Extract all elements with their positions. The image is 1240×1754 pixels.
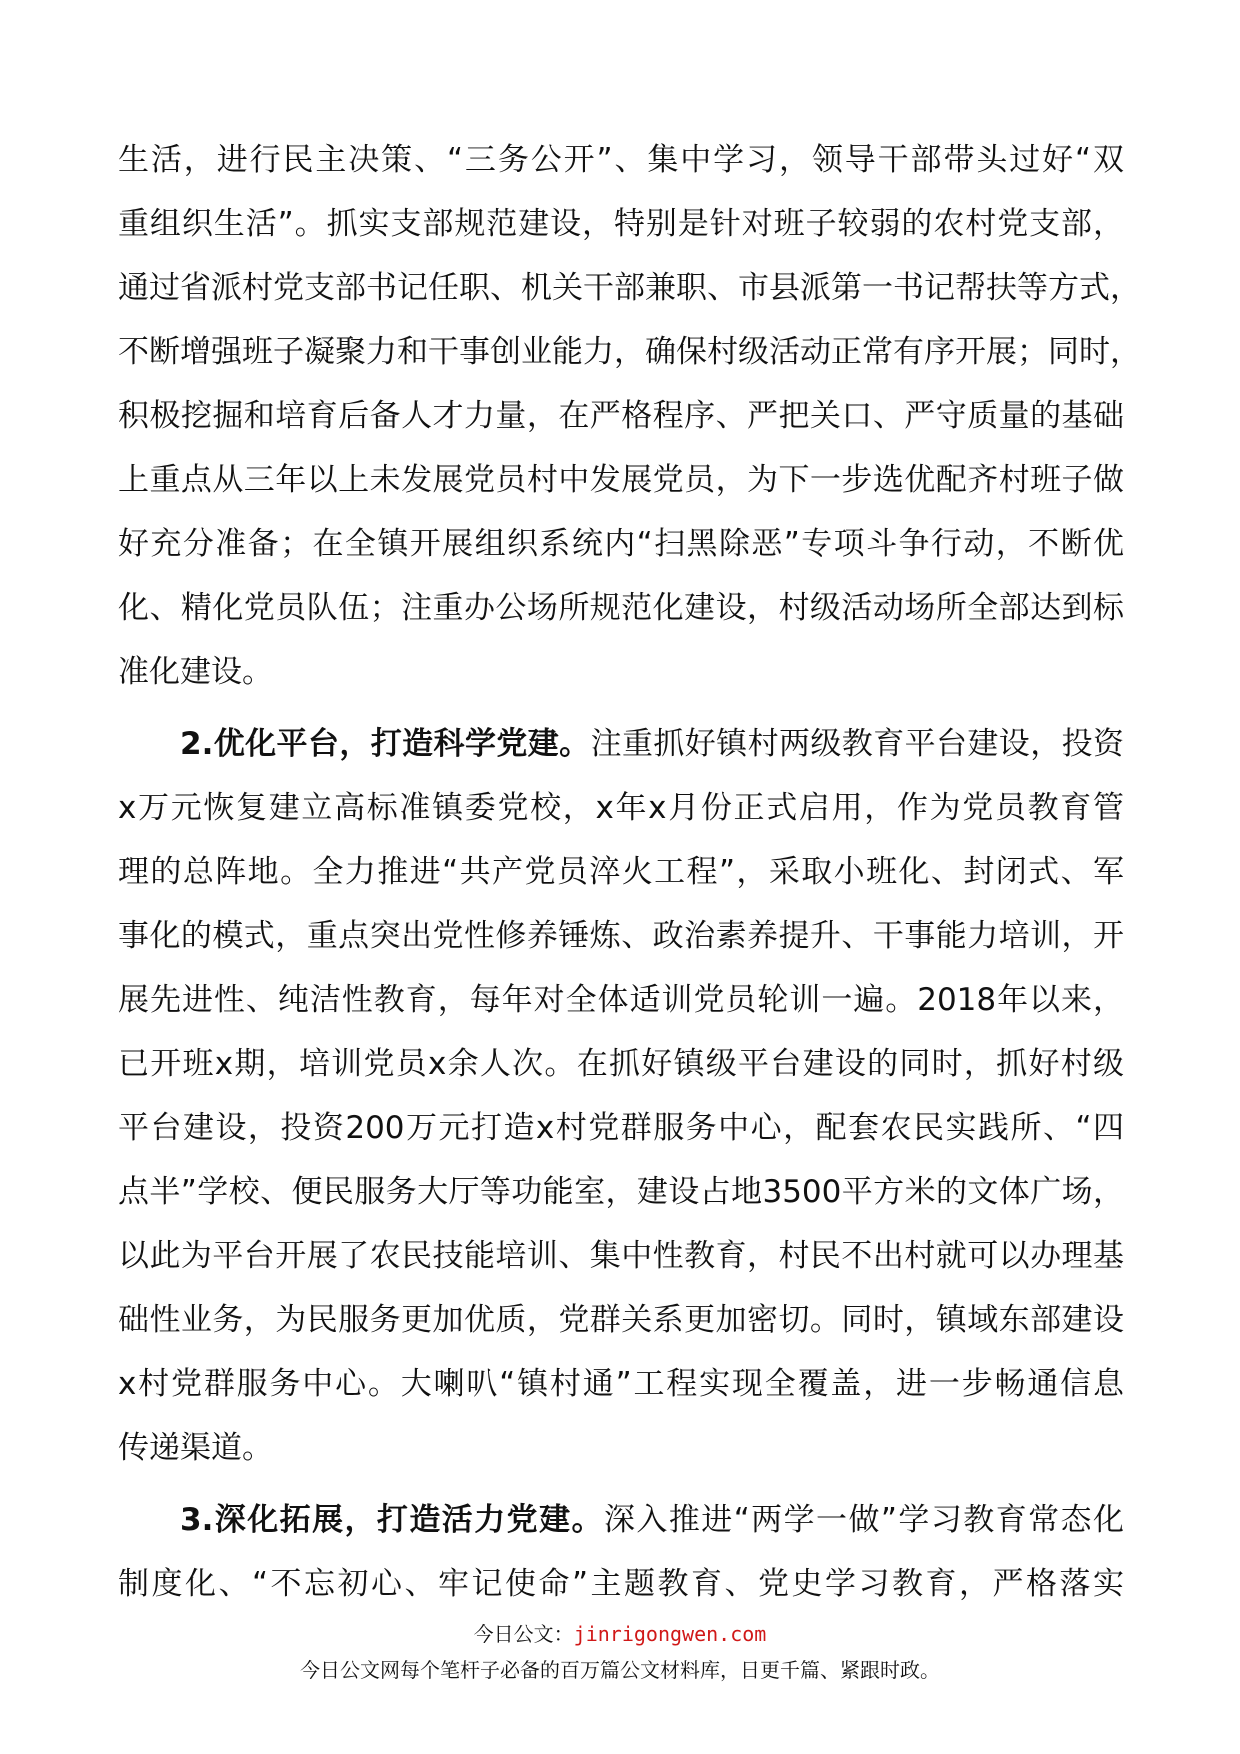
paragraph-first-line (118, 712, 1124, 776)
section-heading: 3.深化拓展，打造活力党建。 (180, 1502, 604, 1538)
section-heading: 2.优化平台，打造科学党建。 (180, 726, 591, 762)
paragraph-line: 事化的模式，重点突出党性修养锤炼、政治素养提升、干事能力培训，开 (118, 918, 1124, 954)
paragraph-line: 重组织生活”。抓实支部规范建设，特别是针对班子较弱的农村党支部， (118, 206, 1124, 242)
paragraph-1 (118, 128, 1141, 704)
paragraph-line: 平台建设，投资200万元打造x村党群服务中心，配套农民实践所、“四 (118, 1110, 1124, 1146)
paragraph-first-line (118, 1488, 1124, 1552)
paragraph-2 (118, 712, 1124, 1480)
paragraph-line: 制度化、“不忘初心、牢记使命”主题教育、党史学习教育，严格落实 (118, 1566, 1124, 1602)
paragraph-line: 点半”学校、便民服务大厅等功能室，建设占地3500平方米的文体广场， (118, 1174, 1124, 1210)
paragraph-line: 已开班x期，培训党员x余人次。在抓好镇级平台建设的同时，抓好村级 (118, 1046, 1124, 1082)
paragraph-line: 积极挖掘和培育后备人才力量，在严格程序、严把关口、严守质量的基础 (118, 398, 1124, 434)
paragraph-line: x万元恢复建立高标准镇委党校，x年x月份正式启用，作为党员教育管 (118, 790, 1124, 826)
paragraph-line: 上重点从三年以上未发展党员村中发展党员，为下一步选优配齐村班子做 (118, 462, 1124, 498)
paragraph-line: 础性业务，为民服务更加优质，党群关系更加密切。同时，镇域东部建设 (118, 1302, 1124, 1338)
paragraph-3 (118, 1488, 1124, 1616)
paragraph-line: 不断增强班子凝聚力和干事创业能力，确保村级活动正常有序开展；同时， (118, 334, 1141, 370)
paragraph-line: 化、精化党员队伍；注重办公场所规范化建设，村级活动场所全部达到标 (118, 590, 1124, 626)
paragraph-line: 准化建设。 (118, 654, 273, 690)
paragraph-line: 理的总阵地。全力推进“共产党员淬火工程”，采取小班化、封闭式、军 (118, 854, 1124, 890)
footer-tagline: 今日公文网每个笔杆子必备的百万篇公文材料库，日更千篇、紧跟时政。 (300, 1658, 940, 1682)
footer-source (0, 1618, 1240, 1647)
paragraph-text: 注重抓好镇村两级教育平台建设，投资 (590, 726, 1124, 762)
footer-site-link[interactable]: jinrigongwen.com (573, 1622, 767, 1646)
footer-label: 今日公文： (473, 1622, 574, 1646)
paragraph-line: 展先进性、纯洁性教育，每年对全体适训党员轮训一遍。2018年以来， (118, 982, 1124, 1018)
paragraph-line: 传递渠道。 (118, 1430, 273, 1466)
paragraph-line: x村党群服务中心。大喇叭“镇村通”工程实现全覆盖，进一步畅通信息 (118, 1366, 1124, 1402)
paragraph-line: 以此为平台开展了农民技能培训、集中性教育，村民不出村就可以办理基 (118, 1238, 1124, 1274)
document-body (118, 128, 1141, 1616)
paragraph-line: 好充分准备；在全镇开展组织系统内“扫黑除恶”专项斗争行动，不断优 (118, 526, 1124, 562)
paragraph-text: 深入推进“两学一做”学习教育常态化 (603, 1502, 1124, 1538)
paragraph-line: 通过省派村党支部书记任职、机关干部兼职、市县派第一书记帮扶等方式， (118, 270, 1141, 306)
paragraph-line: 生活，进行民主决策、“三务公开”、集中学习，领导干部带头过好“双 (118, 142, 1124, 178)
